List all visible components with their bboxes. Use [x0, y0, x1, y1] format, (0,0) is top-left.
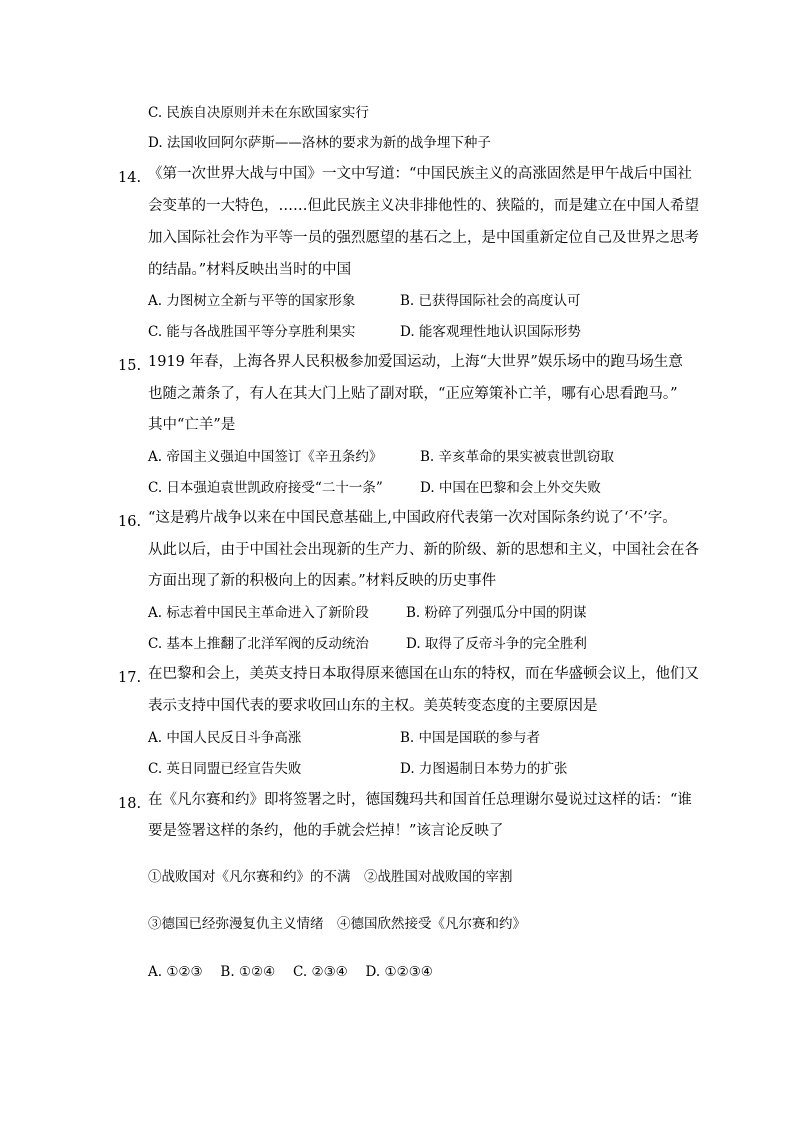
question-text: 方面出现了新的积极向上的因素。”材料反映的历史事件	[148, 573, 497, 589]
question-text: 从此以后，由于中国社会出现新的生产力、新的阶级、新的思想和主义，中国社会在各	[148, 542, 699, 558]
answer-options: A. ①②③ B. ①②④ C. ②③④ D. ①②③④	[148, 964, 433, 980]
option-c: C. 日本强迫袁世凯政府接受“二十一条”	[148, 480, 383, 496]
question-number: 14.	[118, 170, 142, 186]
option-a: A. 帝国主义强迫中国签订《辛丑条约》	[148, 449, 383, 465]
option-c: C. 英日同盟已经宣告失败	[148, 761, 302, 777]
question-text: 的结晶。”材料反映出当时的中国	[148, 262, 352, 278]
question-number: 18.	[118, 796, 142, 812]
option-a: A. 力图树立全新与平等的国家形象	[148, 293, 356, 309]
question-text: 1919 年春，上海各界人民积极参加爱国运动，上海“大世界”娱乐场中的跑马场生意	[148, 354, 683, 370]
option-d: D. 力图遏制日本势力的扩张	[400, 761, 568, 777]
question-text: 表示支持中国代表的要求收回山东的主权。美英转变态度的主要原因是	[148, 698, 598, 714]
question-text: 其中“亡羊”是	[148, 417, 236, 433]
question-number: 16.	[118, 514, 142, 530]
option-d: D. 能客观理性地认识国际形势	[400, 324, 581, 340]
option-d: D. 法国收回阿尔萨斯——洛林的要求为新的战争埋下种子	[148, 135, 491, 151]
option-c: C. 基本上推翻了北洋军阀的反动统治	[148, 636, 369, 652]
statement-list: ①战败国对《凡尔赛和约》的不满 ②战胜国对战败国的宰割	[148, 869, 513, 885]
statement-list: ③德国已经弥漫复仇主义情绪 ④德国欣然接受《凡尔赛和约》	[148, 916, 526, 932]
option-d: D. 中国在巴黎和会上外交失败	[420, 480, 601, 496]
question-text: 在《凡尔赛和约》即将签署之时，德国魏玛共和国首任总理谢尔曼说过这样的话：“谁	[148, 792, 692, 808]
option-b: B. 中国是国联的参与者	[400, 730, 541, 746]
option-c: C. 能与各战胜国平等分享胜利果实	[148, 324, 356, 340]
question-text: 在巴黎和会上，美英支持日本取得原来德国在山东的特权，而在华盛顿会议上，他们又	[148, 666, 699, 682]
option-b: B. 已获得国际社会的高度认可	[400, 293, 581, 309]
option-a: A. 中国人民反日斗争高涨	[148, 730, 302, 746]
option-b: B. 辛亥革命的果实被袁世凯窃取	[420, 449, 615, 465]
question-number: 17.	[118, 670, 142, 686]
question-text: 《第一次世界大战与中国》一文中写道：“中国民族主义的高涨固然是甲午战后中国社	[148, 166, 692, 182]
question-text: 也随之萧条了，有人在其大门上贴了副对联，“正应筹策补亡羊，哪有心思看跑马。”	[148, 386, 678, 402]
question-text: 会变革的一大特色，……但此民族主义决非排他性的、狭隘的，而是建立在中国人希望	[148, 198, 699, 214]
option-c: C. 民族自决原则并未在东欧国家实行	[148, 105, 369, 121]
option-b: B. 粉碎了列强瓜分中国的阴谋	[406, 605, 587, 621]
question-text: 要是签署这样的条约，他的手就会烂掉！”该言论反映了	[148, 823, 504, 839]
question-text: 加入国际社会作为平等一员的强烈愿望的基石之上，是中国重新定位自己及世界之思考	[148, 230, 699, 246]
question-text: “这是鸦片战争以来在中国民意基础上,中国政府代表第一次对国际条约说了‘不’字。	[148, 510, 677, 526]
question-number: 15.	[118, 358, 142, 374]
option-a: A. 标志着中国民主革命进入了新阶段	[148, 605, 369, 621]
option-d: D. 取得了反帝斗争的完全胜利	[406, 636, 587, 652]
